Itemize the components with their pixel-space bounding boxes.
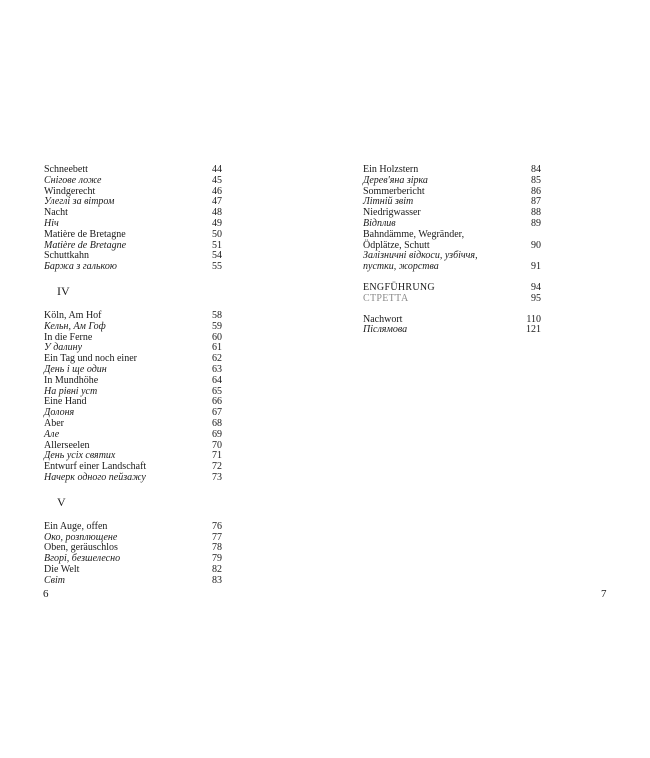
toc-entry bbox=[363, 325, 541, 336]
toc-entry-title: На рівні уст bbox=[44, 385, 98, 397]
toc-entry-page: 64 bbox=[212, 374, 222, 386]
toc-entry-page: 54 bbox=[212, 250, 222, 262]
toc-entry-page: 84 bbox=[531, 164, 541, 175]
toc-group bbox=[363, 283, 541, 305]
toc-entry-title: Післямова bbox=[363, 324, 408, 336]
toc-entry-page: 47 bbox=[212, 196, 222, 208]
toc-entry bbox=[44, 176, 222, 187]
toc-entry-title: Schneebett bbox=[44, 164, 88, 175]
toc-entry-title: Вгорі, безшелесно bbox=[44, 553, 121, 565]
toc-entry-page: 83 bbox=[212, 574, 222, 586]
toc-entry-page: 62 bbox=[212, 353, 222, 365]
toc-entry-page: 85 bbox=[531, 174, 541, 186]
toc-left-column bbox=[44, 165, 222, 587]
toc-entry bbox=[44, 376, 222, 387]
toc-entry-page: 48 bbox=[212, 207, 222, 219]
toc-entry-title: Köln, Am Hof bbox=[44, 309, 102, 321]
toc-entry bbox=[44, 576, 222, 587]
toc-entry-page: 63 bbox=[212, 363, 222, 375]
toc-entry-page: 50 bbox=[212, 228, 222, 240]
toc-entry bbox=[44, 522, 222, 533]
toc-entry-title: Entwurf einer Landschaft bbox=[44, 461, 147, 473]
toc-entry-page: 72 bbox=[212, 461, 222, 473]
toc-entry-title: Schuttkahn bbox=[44, 250, 89, 262]
toc-entry-page: 51 bbox=[212, 239, 222, 251]
toc-entry bbox=[44, 230, 222, 241]
toc-entry-page: 67 bbox=[212, 407, 222, 419]
toc-entry bbox=[363, 176, 541, 187]
toc-entry-page: 59 bbox=[212, 320, 222, 332]
toc-entry-title: День і ще один bbox=[44, 363, 107, 375]
toc-entry-page: 58 bbox=[212, 309, 222, 321]
toc-entry-title: Die Welt bbox=[44, 563, 80, 575]
toc-entry-page: 76 bbox=[212, 520, 222, 532]
toc-entry-title: Сніговe ложе bbox=[44, 174, 102, 186]
toc-entry-title: In Mundhöhe bbox=[44, 374, 99, 386]
toc-entry-page: 77 bbox=[212, 531, 222, 543]
toc-entry-page: 88 bbox=[531, 207, 541, 219]
toc-entry-page: 89 bbox=[531, 217, 541, 229]
toc-entry-page: 79 bbox=[212, 553, 222, 565]
toc-entry-title: Око, розплющене bbox=[44, 531, 118, 543]
toc-entry-page: 78 bbox=[212, 542, 222, 554]
toc-entry-page: 44 bbox=[212, 164, 222, 175]
toc-entry bbox=[363, 251, 541, 273]
toc-right-column bbox=[363, 165, 541, 336]
toc-entry-title: Aber bbox=[44, 417, 64, 429]
toc-entry-page: 73 bbox=[212, 471, 222, 483]
toc-entry-title: Matière de Bretagne bbox=[44, 228, 126, 240]
toc-entry-title: Літній звіт bbox=[363, 196, 414, 208]
toc-entry-title: Bahndämme, Wegränder, Ödplätze, Schutt bbox=[363, 228, 465, 251]
toc-entry-title: У далину bbox=[44, 342, 83, 354]
toc-entry-title: Allerseelen bbox=[44, 439, 90, 451]
toc-entry-title: Ein Tag und noch einer bbox=[44, 353, 137, 365]
toc-entry-title: Долоня bbox=[44, 407, 75, 419]
toc-entry-page: 68 bbox=[212, 417, 222, 429]
toc-group bbox=[44, 165, 222, 273]
toc-entry-page: 46 bbox=[212, 185, 222, 197]
toc-entry-title: Начерк одного пейзажу bbox=[44, 471, 146, 483]
toc-entry-title: Залізничні відкоси, узбіччя, пустки, жорства bbox=[363, 250, 478, 273]
toc-entry-title: Niedrigwasser bbox=[363, 207, 421, 219]
toc-entry-page: 65 bbox=[212, 385, 222, 397]
toc-entry bbox=[44, 262, 222, 273]
toc-entry-page: 60 bbox=[212, 331, 222, 343]
toc-entry-title: Ein Holzstern bbox=[363, 164, 419, 175]
toc-entry-title: Nachwort bbox=[363, 313, 403, 325]
toc-entry-page: 121 bbox=[526, 324, 541, 336]
toc-entry-title: Sommerbericht bbox=[363, 185, 425, 197]
toc-entry bbox=[44, 322, 222, 333]
toc-entry bbox=[44, 419, 222, 430]
toc-entry-page: 94 bbox=[531, 281, 541, 293]
toc-entry-title: Ніч bbox=[44, 217, 59, 229]
toc-entry-title: In die Ferne bbox=[44, 331, 93, 343]
toc-entry-title: Баржа з галькою bbox=[44, 261, 117, 273]
page-number: 6 bbox=[43, 588, 49, 600]
toc-entry-page: 95 bbox=[531, 292, 541, 304]
toc-group bbox=[363, 315, 541, 337]
toc-entry-page: 49 bbox=[212, 217, 222, 229]
toc-entry-page: 82 bbox=[212, 563, 222, 575]
page-number: 7 bbox=[601, 588, 607, 600]
toc-entry bbox=[44, 473, 222, 484]
toc-entry-page: 61 bbox=[212, 342, 222, 354]
toc-entry-title: СТРЕТТА bbox=[363, 292, 409, 304]
toc-entry-title: Але bbox=[44, 428, 60, 440]
toc-entry-title: ENGFÜHRUNG bbox=[363, 281, 435, 293]
toc-entry-page: 87 bbox=[531, 196, 541, 208]
toc-entry-title: Matière de Bretagne bbox=[44, 239, 127, 251]
toc-entry-page: 110 bbox=[526, 313, 541, 325]
section-heading: IV bbox=[57, 283, 70, 298]
toc-entry bbox=[363, 230, 541, 252]
toc-entry bbox=[44, 408, 222, 419]
toc-entry-title: Дерев'яна зірка bbox=[363, 174, 428, 186]
toc-entry-title: Відплив bbox=[363, 217, 396, 229]
toc-entry bbox=[44, 430, 222, 441]
section-heading: V bbox=[57, 494, 66, 509]
toc-group bbox=[44, 522, 222, 587]
toc-entry-title: Світ bbox=[44, 574, 66, 586]
toc-group bbox=[44, 311, 222, 484]
toc-entry-page: 66 bbox=[212, 396, 222, 408]
toc-entry-title: Улеглі за вітром bbox=[44, 196, 115, 208]
toc-entry-page: 69 bbox=[212, 428, 222, 440]
toc-entry-page: 55 bbox=[212, 261, 222, 273]
toc-group bbox=[363, 165, 541, 273]
toc-entry-title: Ein Auge, offen bbox=[44, 520, 108, 532]
toc-entry-title: Oben, geräuschlos bbox=[44, 542, 118, 554]
toc-entry-page: 71 bbox=[212, 450, 222, 462]
toc-entry-page: 86 bbox=[531, 185, 541, 197]
toc-entry-title: Кельн, Ам Гоф bbox=[44, 320, 106, 332]
toc-entry-page: 91 bbox=[531, 261, 541, 273]
toc-entry bbox=[44, 197, 222, 208]
toc-entry-title: Eine Hand bbox=[44, 396, 87, 408]
toc-entry bbox=[363, 294, 541, 305]
toc-entry-title: Nacht bbox=[44, 207, 68, 219]
toc-entry-page: 70 bbox=[212, 439, 222, 451]
toc-entry-page: 90 bbox=[531, 239, 541, 251]
toc-entry-title: День усіх святих bbox=[44, 450, 116, 462]
toc-entry-title: Windgerecht bbox=[44, 185, 96, 197]
toc-entry bbox=[44, 208, 222, 219]
toc-entry bbox=[44, 565, 222, 576]
toc-entry-page: 45 bbox=[212, 174, 222, 186]
